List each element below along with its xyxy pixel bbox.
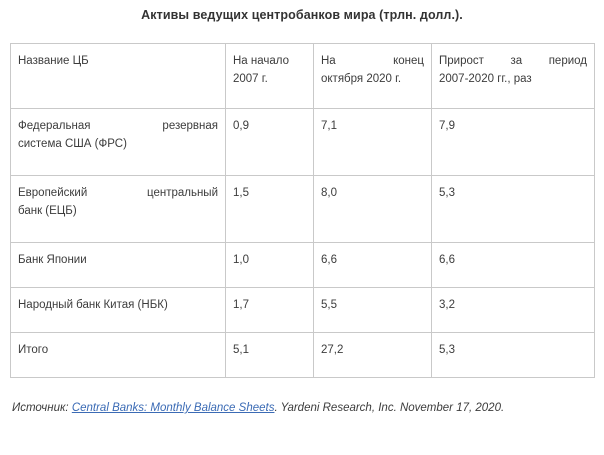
source-prefix: Источник: bbox=[12, 402, 69, 414]
header-cell-growth bbox=[432, 44, 595, 109]
cell-growth: 3,2 bbox=[432, 288, 595, 333]
cell-bank-name: Народный банк Китая (НБК) bbox=[11, 288, 226, 333]
header-growth-line1: Прирост за период bbox=[439, 55, 587, 67]
cell-growth: 5,3 bbox=[432, 176, 595, 243]
cell-growth: 6,6 bbox=[432, 243, 595, 288]
source-suffix: . Yardeni Research, Inc. November 17, 2020. bbox=[274, 402, 505, 414]
cell-start-2007: 1,5 bbox=[226, 176, 314, 243]
table-row bbox=[11, 109, 595, 176]
table-row bbox=[11, 243, 595, 288]
cell-bank-name: Банк Японии bbox=[11, 243, 226, 288]
header-cell-start-2007 bbox=[226, 44, 314, 109]
cell-end-2020: 6,6 bbox=[314, 243, 432, 288]
header-growth-line2: 2007-2020 гг., раз bbox=[439, 72, 532, 85]
source-link[interactable]: Central Banks: Monthly Balance Sheets bbox=[71, 402, 275, 414]
central-banks-assets-table bbox=[10, 43, 595, 378]
cell-bank-name: Итого bbox=[11, 333, 226, 378]
header-end-line1: На конец bbox=[321, 55, 424, 67]
cell-growth: 5,3 bbox=[432, 333, 595, 378]
header-cell-end-2020 bbox=[314, 44, 432, 109]
source-note bbox=[12, 402, 592, 414]
header-end-line2: октября 2020 г. bbox=[321, 72, 402, 85]
cell-end-2020: 7,1 bbox=[314, 109, 432, 176]
cell-end-2020: 5,5 bbox=[314, 288, 432, 333]
bank-name-line2: банк (ЕЦБ) bbox=[18, 204, 77, 217]
table-row-total bbox=[11, 333, 595, 378]
table-row bbox=[11, 288, 595, 333]
header-start-line2: 2007 г. bbox=[233, 72, 268, 85]
cell-end-2020: 8,0 bbox=[314, 176, 432, 243]
bank-name-line2: система США (ФРС) bbox=[18, 137, 127, 150]
bank-name-line1: Европейский центральный bbox=[18, 187, 218, 199]
table-row bbox=[11, 176, 595, 243]
cell-start-2007: 1,0 bbox=[226, 243, 314, 288]
bank-name-line1: Федеральная резервная bbox=[18, 120, 218, 132]
cell-start-2007: 0,9 bbox=[226, 109, 314, 176]
header-start-line1: На начало bbox=[233, 55, 290, 67]
cell-start-2007: 1,7 bbox=[226, 288, 314, 333]
table-header-row bbox=[11, 44, 595, 109]
page-title: Активы ведущих центробанков мира (трлн. долл.). bbox=[141, 8, 463, 22]
cell-growth: 7,9 bbox=[432, 109, 595, 176]
header-name-label: Название ЦБ bbox=[18, 55, 89, 67]
cell-bank-name bbox=[11, 176, 226, 243]
cell-end-2020: 27,2 bbox=[314, 333, 432, 378]
cell-bank-name bbox=[11, 109, 226, 176]
cell-start-2007: 5,1 bbox=[226, 333, 314, 378]
header-cell-name bbox=[11, 44, 226, 109]
